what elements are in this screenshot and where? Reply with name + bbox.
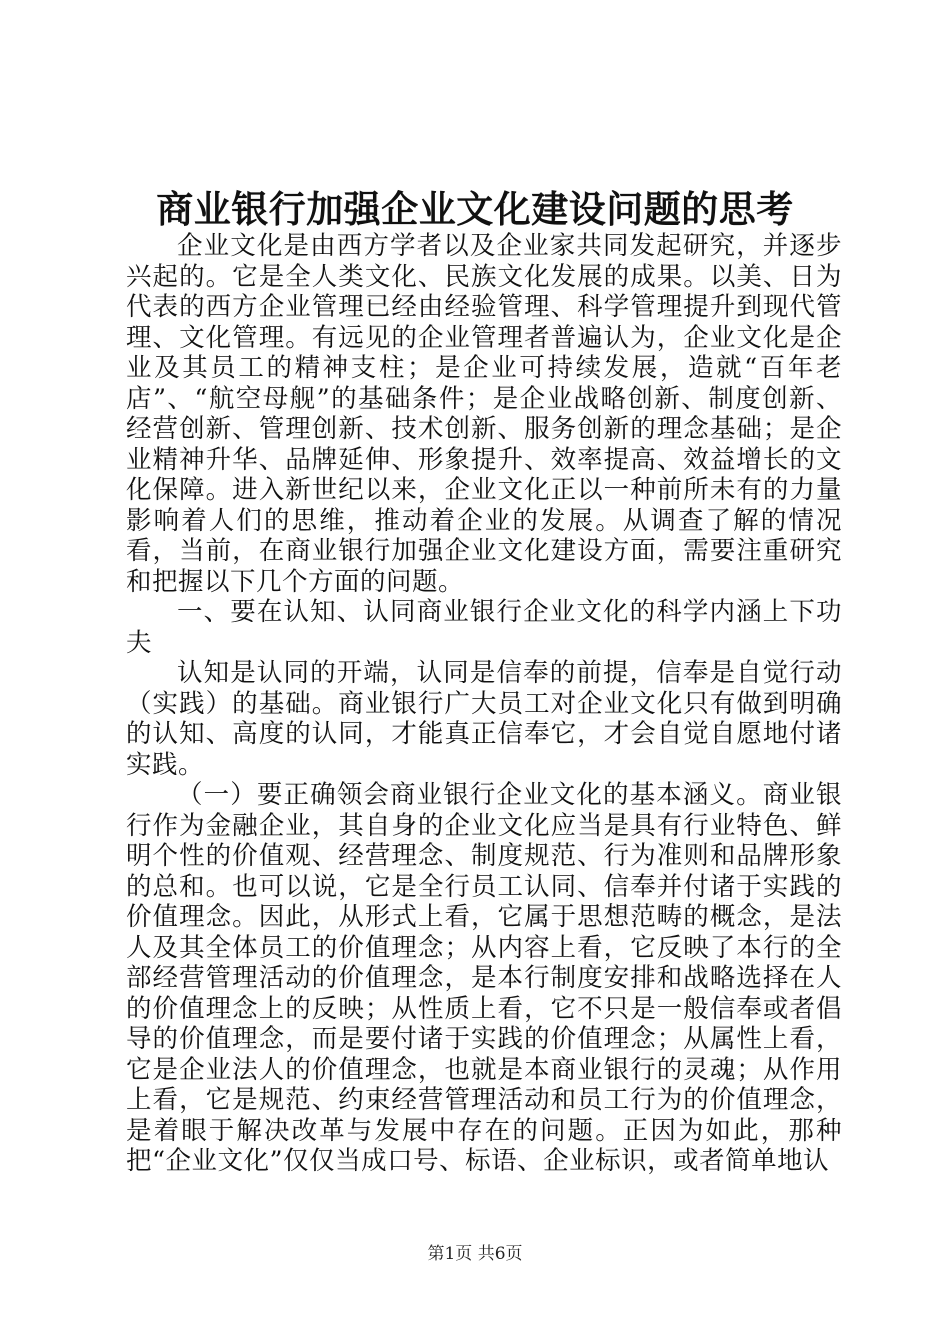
document-title: 商业银行加强企业文化建设问题的思考	[156, 187, 794, 231]
paragraph-section-heading: 一、要在认知、认同商业银行企业文化的科学内涵上下功夫	[126, 597, 842, 658]
paragraph-intro: 企业文化是由西方学者以及企业家共同发起研究，并逐步兴起的。它是全人类文化、民族文化发展的成果。以美、日为代表的西方企业管理已经由经验管理、科学管理提升到现代管理、文化管理。有远见的企业管理者普遍认为，企业文化是企业及其员工的精神支柱；是企业可持续发展，造就“百年老店”、“航空母舰”的基础条件；是企业战略创新、制度创新、经营创新、管理创新、技术创新、服务创新的理念基础；是企业精神升华、品牌延伸、形象提升、效率提高、效益增长的文化保障。进入新世纪以来，企业文化正以一种前所未有的力量影响着人们的思维，推动着企业的发展。从调查了解的情况看，当前，在商业银行加强企业文化建设方面，需要注重研究和把握以下几个方面的问题。	[126, 231, 842, 597]
paragraph-subsection-one: （一）要正确领会商业银行企业文化的基本涵义。商业银行作为金融企业，其自身的企业文化应当是具有行业特色、鲜明个性的价值观、经营理念、制度规范、行为准则和品牌形象的总和。也可以说，它是全行员工认同、信奉并付诸于实践的价值理念。因此，从形式上看，它属于思想范畴的概念，是法人及其全体员工的价值理念；从内容上看，它反映了本行的全部经营管理活动的价值理念，是本行制度安排和战略选择在人的价值理念上的反映；从性质上看，它不只是一般信奉或者倡导的价值理念，而是要付诸于实践的价值理念；从属性上看，它是企业法人的价值理念，也就是本商业银行的灵魂；从作用上看，它是规范、约束经营管理活动和员工行为的价值理念，是着眼于解决改革与发展中存在的问题。正因为如此，那种把“企业文化”仅仅当成口号、标语、企业标识，或者简单地认	[126, 780, 842, 1176]
paragraph-cognition: 认知是认同的开端，认同是信奉的前提，信奉是自觉行动（实践）的基础。商业银行广大员工对企业文化只有做到明确的认知、高度的认同，才能真正信奉它，才会自觉自愿地付诸实践。	[126, 658, 842, 780]
page-number-footer: 第1页 共6页	[427, 1244, 523, 1264]
document-body	[126, 231, 842, 1177]
